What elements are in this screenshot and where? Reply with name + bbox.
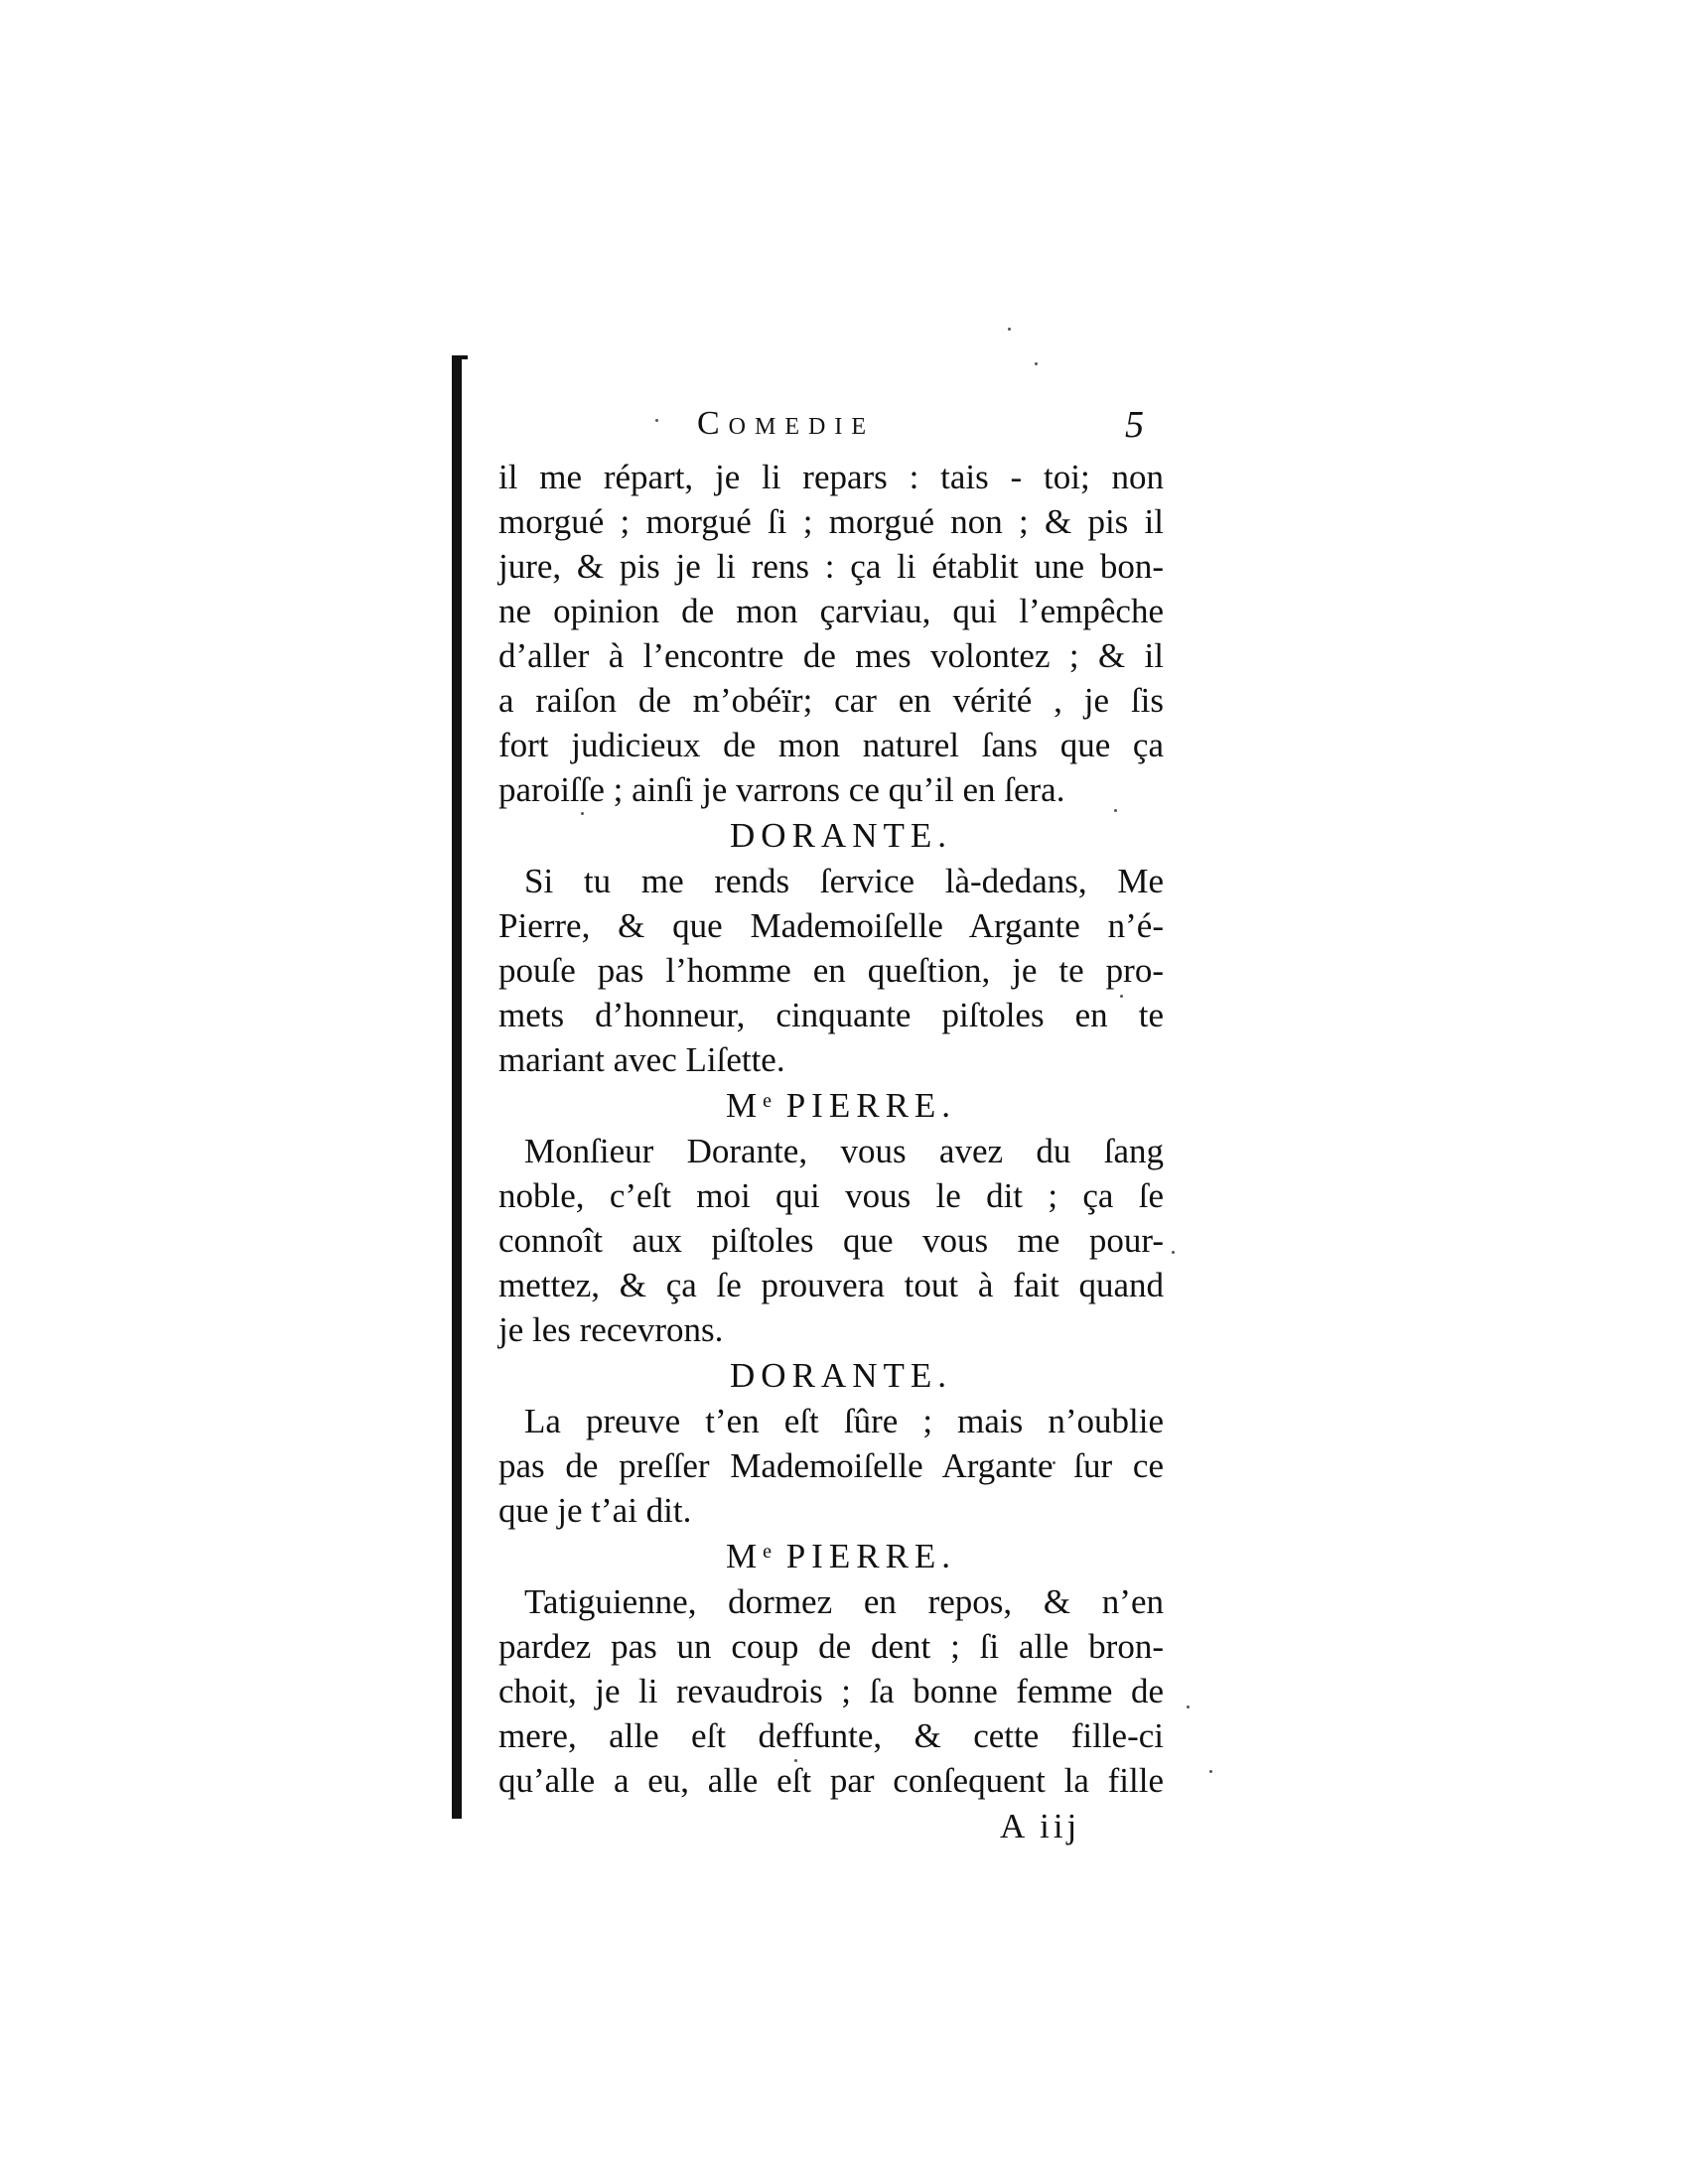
text-line: mettez, & ça ſe prouvera tout à fait quand <box>498 1266 1164 1304</box>
text-line: a raiſon de m’obéïr; car en vérité , je ſis <box>498 681 1164 720</box>
text-line: ne opinion de mon çarviau, qui l’empêche <box>498 592 1164 630</box>
text-line: choit, je li revaudrois ; ſa bonne femme de <box>498 1672 1164 1710</box>
text-line: d’aller à l’encontre de mes volontez ; & il <box>498 636 1164 675</box>
speaker-title-superscript: e <box>763 1541 772 1563</box>
text-line: mets d’honneur, cinquante piſtoles en te <box>498 996 1164 1034</box>
text-line: mariant avec Liſette. <box>498 1040 785 1079</box>
text-line: mere, alle eſt deffunte, & cette fille-ci <box>498 1716 1164 1755</box>
text-line: pas de preſſer Mademoiſelle Argante ſur ce <box>498 1446 1164 1485</box>
text-line: pardez pas un coup de dent ; ſi alle bron- <box>498 1627 1164 1666</box>
speck <box>1008 328 1011 331</box>
text-line: pouſe pas l’homme en queſtion, je te pro- <box>498 951 1164 990</box>
speaker-heading <box>498 1533 1164 1579</box>
speaker-name: PIERRE. <box>785 1537 957 1575</box>
speck <box>1187 1706 1190 1708</box>
page-text <box>498 405 1164 1848</box>
text-line: morgué ; morgué ſi ; morgué non ; & pis il <box>498 502 1164 541</box>
speaker-heading <box>498 1082 1164 1129</box>
running-head <box>498 405 1164 453</box>
text-line: que je t’ai dit. <box>498 1491 692 1530</box>
text-line: fort judicieux de mon naturel ſans que ça <box>498 726 1164 764</box>
speck <box>1035 362 1038 365</box>
text-line: il me répart, je li repars : tais - toi; non <box>498 458 1164 496</box>
speaker-heading: DORANTE. <box>730 816 952 855</box>
text-line: Pierre, & que Mademoiſelle Argante n’é- <box>498 906 1164 945</box>
signature-text: A iij <box>1000 1807 1081 1845</box>
page-number: 5 <box>1125 404 1144 446</box>
text-line: La preuve t’en eſt ſûre ; mais n’oublie <box>524 1402 1164 1440</box>
text-line: qu’alle a eu, alle eſt par conſequent la fille <box>498 1761 1164 1800</box>
text-line: noble, c’eſt moi qui vous le dit ; ça ſe <box>498 1176 1164 1215</box>
text-line: Monſieur Dorante, vous avez du ſang <box>524 1132 1164 1170</box>
text-line: jure, & pis je li rens : ça li établit une bon- <box>498 547 1164 586</box>
speck <box>1172 1251 1175 1254</box>
speaker-heading: DORANTE. <box>730 1356 952 1395</box>
speaker-name: PIERRE. <box>785 1086 957 1125</box>
speaker-title: M <box>725 1086 764 1125</box>
speaker-title-superscript: e <box>763 1090 772 1112</box>
running-head-title: Comedie <box>697 405 875 442</box>
speck <box>1209 1770 1212 1773</box>
page-edge-shadow <box>452 357 462 1819</box>
text-line: paroiſſe ; ainſi je varrons ce qu’il en ſera. <box>498 770 1065 809</box>
text-line: connoît aux piſtoles que vous me pour- <box>498 1221 1164 1260</box>
text-line: Si tu me rends ſervice là-dedans, Me <box>524 862 1164 900</box>
text-line: je les recevrons. <box>498 1310 724 1349</box>
text-line: Tatiguienne, dormez en repos, & n’en <box>524 1582 1164 1621</box>
signature-mark <box>498 1803 1164 1848</box>
speaker-title: M <box>725 1537 764 1575</box>
